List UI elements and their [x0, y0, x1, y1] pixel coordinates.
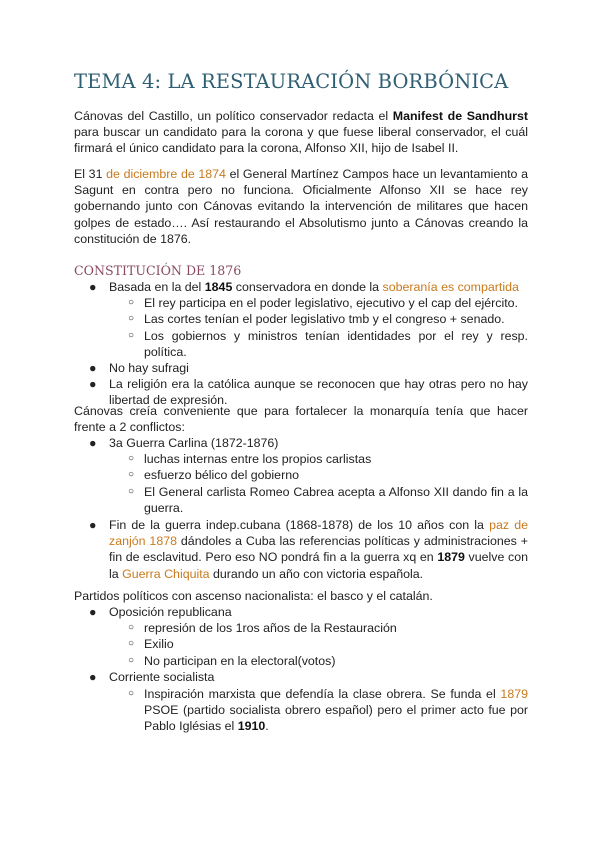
circle-bullet-icon: ○	[128, 638, 135, 650]
circle-bullet-icon: ○	[128, 654, 135, 666]
text: conservadora en donde la	[232, 280, 383, 294]
text: 3a Guerra Carlina (1872-1876)	[109, 436, 279, 450]
bold-term: Manifest de Sandhurst	[392, 109, 528, 123]
highlight-date: 1879	[500, 687, 528, 702]
list-subitem	[74, 484, 528, 516]
list-subitem	[74, 328, 528, 360]
text: Basada en la del	[109, 280, 205, 294]
circle-bullet-icon: ○	[128, 453, 135, 465]
text: represión de los 1ros años de la Restauración	[144, 621, 397, 636]
text: El rey participa en el poder legislativo, ejecutivo y el cap del ejército.	[144, 296, 518, 311]
text: .	[265, 719, 269, 734]
parties-list	[74, 604, 528, 735]
list-subitem	[74, 653, 528, 669]
list-subitem	[74, 451, 528, 467]
list-subitem	[74, 636, 528, 652]
text: Las cortes tenían el poder legislativo tmb y el congreso + senado.	[144, 312, 505, 327]
text: El General carlista Romeo Cabrea acepta a Alfonso XII dando fin a la guerra.	[144, 484, 528, 515]
list-item	[74, 435, 528, 451]
text: esfuerzo bélico del gobierno	[144, 468, 299, 483]
bold-term: 1845	[204, 280, 233, 294]
circle-bullet-icon: ○	[128, 313, 135, 325]
text: el General Martínez Campos hace un levantamiento a Sagunt en contra pero no funciona. Oficialmente Alfonso XII se hace rey gobernando junto con Cánovas evitando la intervención de militares que hacen golpes de estado…. Así restaurando el Absolutismo junto a Cánovas creando la constitución de 1876.	[74, 167, 528, 246]
list-subitem	[74, 620, 528, 636]
circle-bullet-icon: ○	[128, 622, 135, 634]
bullet-icon: ●	[89, 518, 97, 533]
circle-bullet-icon: ○	[128, 297, 135, 309]
circle-bullet-icon: ○	[128, 469, 135, 481]
bold-term: 1910	[237, 719, 266, 734]
highlight-term: paz de zanjón 1878	[109, 518, 529, 549]
list-item	[74, 604, 528, 620]
paragraph-conflicts: Cánovas creía conveniente que para fortalecer la monarquía tenía que hacer frente a 2 conflictos:	[74, 404, 528, 435]
list-subitem	[74, 311, 528, 327]
text: durando un año con victoria española.	[209, 566, 424, 581]
paragraph-campos	[74, 166, 528, 247]
circle-bullet-icon: ○	[128, 688, 135, 700]
text: Exilio	[144, 637, 174, 652]
list-item	[74, 669, 528, 685]
highlight-term: soberanía es compartida	[382, 280, 519, 294]
bullet-icon: ●	[89, 377, 97, 392]
text: vuelve con la	[109, 550, 528, 581]
bullet-icon: ●	[89, 280, 97, 294]
bullet-icon: ●	[89, 436, 97, 450]
text: Fin de la guerra indep.cubana (1868-1878) de los 10 años con la	[109, 518, 490, 533]
text: PSOE (partido socialista obrero español) pero el primer acto fue por Pablo Iglésias el	[144, 703, 528, 734]
text: El 31	[74, 167, 107, 181]
list-subitem	[74, 686, 528, 735]
text: No hay sufragi	[109, 361, 189, 376]
list-subitem	[74, 467, 528, 483]
text: Corriente socialista	[109, 669, 215, 684]
list-item	[74, 279, 528, 295]
page-title: TEMA 4: LA RESTAURACIÓN BORBÓNICA	[74, 70, 509, 93]
highlight-date: de diciembre de 1874	[106, 167, 226, 181]
paragraph-sandhurst	[74, 108, 528, 157]
text: Oposición republicana	[109, 605, 232, 619]
list-item	[74, 517, 528, 582]
text: Los gobiernos y ministros tenían identidades por el rey y resp. política.	[144, 328, 528, 359]
constitution-list	[74, 279, 528, 409]
list-item	[74, 360, 528, 376]
circle-bullet-icon: ○	[128, 485, 135, 497]
bullet-icon: ●	[89, 669, 97, 684]
paragraph-parties: Partidos políticos con ascenso nacionalista: el basco y el catalán.	[74, 589, 433, 603]
text: dándoles a Cuba las referencias políticas y administraciones + fin de esclavitud. Pero eso NO pondrá fin a la guerra xq en	[109, 534, 528, 565]
text: La religión era la católica aunque se reconocen que hay otras pero no hay libertad de expresión.	[109, 377, 528, 408]
text: No participan en la electoral(votos)	[144, 653, 336, 668]
highlight-term: Guerra Chiquita	[122, 566, 210, 581]
conflicts-list	[74, 435, 528, 582]
text: para buscar un candidato para la corona y que fuese liberal conservador, el cuál firmará el único candidato para la corona, Alfonso XII, hijo de Isabel II.	[74, 125, 528, 156]
list-subitem	[74, 295, 528, 311]
bullet-icon: ●	[89, 361, 97, 376]
text: Cánovas del Castillo, un político conservador redacta el	[74, 109, 393, 123]
section-heading: CONSTITUCIÓN DE 1876	[74, 263, 242, 278]
bold-term: 1879	[437, 550, 465, 565]
text: Inspiración marxista que defendía la clase obrera. Se funda el	[144, 687, 501, 702]
text: luchas internas entre los propios carlistas	[144, 452, 372, 467]
bullet-icon: ●	[89, 605, 97, 619]
circle-bullet-icon: ○	[128, 329, 135, 341]
